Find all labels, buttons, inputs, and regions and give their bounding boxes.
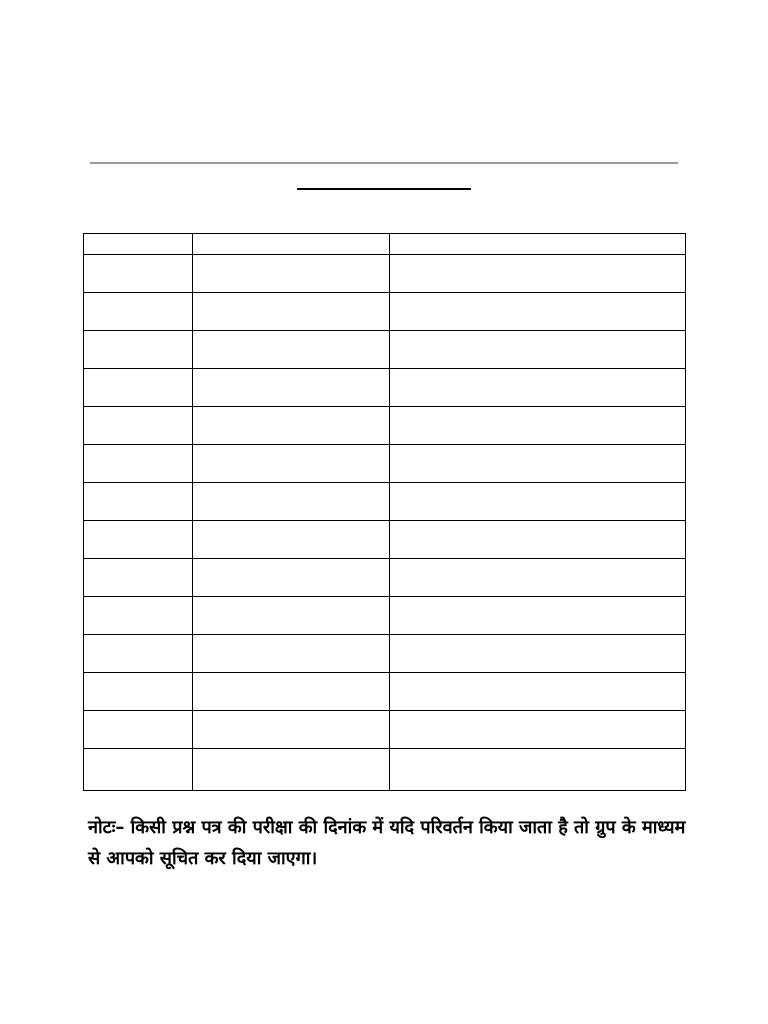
- table-cell: [84, 369, 193, 407]
- table-row: [84, 483, 686, 521]
- table-cell: [193, 483, 390, 521]
- table-cell: [84, 749, 193, 791]
- table-row: [84, 255, 686, 293]
- table-cell: [193, 559, 390, 597]
- table-cell: [390, 635, 686, 673]
- table-cell: [390, 255, 686, 293]
- table-cell: [84, 711, 193, 749]
- table-cell: [193, 255, 390, 293]
- table-row: [84, 673, 686, 711]
- table-cell: [193, 711, 390, 749]
- table-cell: [193, 331, 390, 369]
- table-cell: [390, 483, 686, 521]
- table-row: [84, 597, 686, 635]
- table-cell: [84, 673, 193, 711]
- table-row: [84, 407, 686, 445]
- table-row: [84, 711, 686, 749]
- table-cell: [84, 445, 193, 483]
- table-row: [84, 293, 686, 331]
- table-cell: [193, 635, 390, 673]
- table-cell: [193, 407, 390, 445]
- table-row: [84, 369, 686, 407]
- table-cell: [390, 331, 686, 369]
- table-cell: [84, 559, 193, 597]
- table-cell: [193, 597, 390, 635]
- title-underline: [297, 188, 471, 190]
- header-cell: [193, 234, 390, 255]
- table-cell: [84, 331, 193, 369]
- table-cell: [193, 521, 390, 559]
- table-cell: [193, 369, 390, 407]
- table-cell: [193, 293, 390, 331]
- table-row: [84, 559, 686, 597]
- table-cell: [84, 293, 193, 331]
- header-cell: [390, 234, 686, 255]
- table-cell: [84, 255, 193, 293]
- table-cell: [193, 749, 390, 791]
- table-cell: [84, 521, 193, 559]
- table-row: [84, 331, 686, 369]
- table-cell: [84, 407, 193, 445]
- top-rule: [90, 162, 678, 164]
- table-row: [84, 445, 686, 483]
- table-cell: [193, 673, 390, 711]
- exam-schedule-table: [83, 233, 686, 791]
- table-cell: [390, 673, 686, 711]
- note-text: नोटः– किसी प्रश्न पत्र की परीक्षा की दिनांक में यदि परिवर्तन किया जाता है तो ग्रुप के माध्यम से आपको सूचित कर दिया जाएगा।: [88, 817, 686, 869]
- table-cell: [84, 635, 193, 673]
- header-cell: [84, 234, 193, 255]
- table-row: [84, 749, 686, 791]
- table-cell: [390, 597, 686, 635]
- table-cell: [390, 445, 686, 483]
- table-row: [84, 635, 686, 673]
- table-cell: [390, 293, 686, 331]
- table-cell: [390, 369, 686, 407]
- table-row: [84, 521, 686, 559]
- table-cell: [193, 445, 390, 483]
- table-cell: [84, 483, 193, 521]
- table-cell: [390, 749, 686, 791]
- table-cell: [84, 597, 193, 635]
- table-cell: [390, 559, 686, 597]
- table-cell: [390, 521, 686, 559]
- table-cell: [390, 407, 686, 445]
- table-header-row: [84, 234, 686, 255]
- table-cell: [390, 711, 686, 749]
